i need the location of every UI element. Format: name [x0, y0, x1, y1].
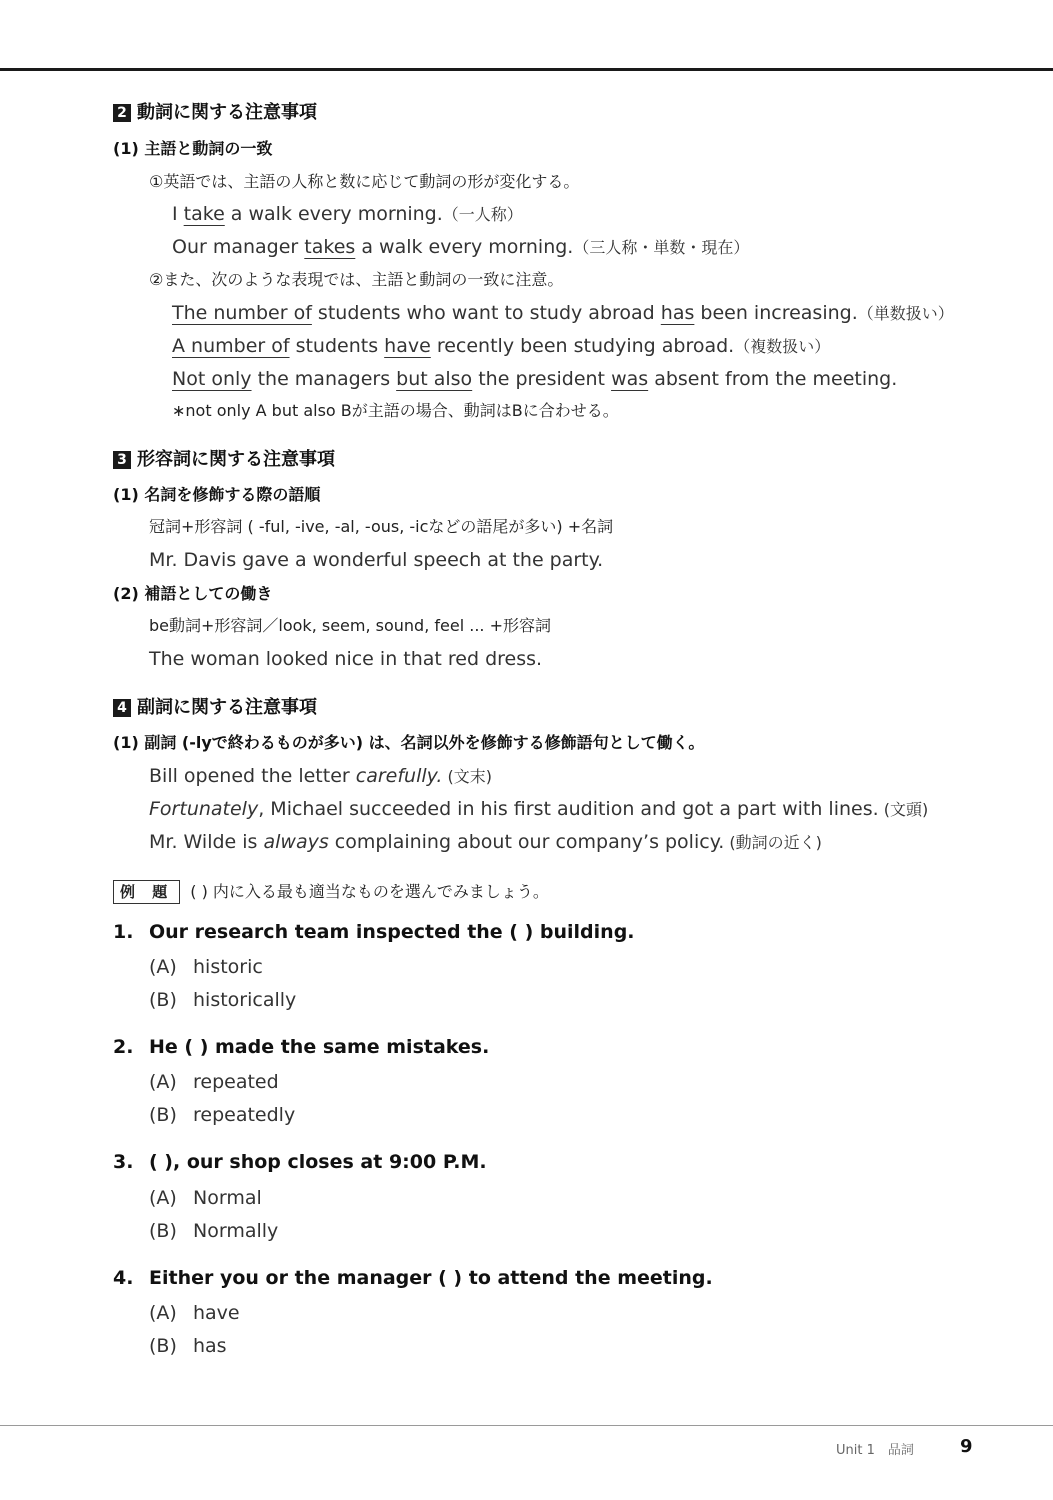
- subheading: (1) 副詞 (-lyで終わるものが多い) は、名詞以外を修飾する修飾語句として働く。: [113, 733, 705, 752]
- question-text: He ( ) made the same mistakes.: [149, 1036, 490, 1058]
- question: [113, 1038, 489, 1057]
- subheading: (1) 名詞を修飾する際の語順: [113, 485, 321, 504]
- answer-option[interactable]: [149, 958, 263, 977]
- question-text: Either you or the manager ( ) to attend the meeting.: [149, 1267, 713, 1289]
- question: [113, 1269, 713, 1288]
- explanation-text: ②また、次のような表現では、主語と動詞の一致に注意。: [149, 270, 564, 289]
- option-text: Normally: [193, 1220, 279, 1242]
- option-text: historic: [193, 956, 263, 978]
- answer-option[interactable]: [149, 1337, 227, 1356]
- section-title: 副詞に関する注意事項: [137, 697, 317, 718]
- question-number: 2.: [113, 1036, 134, 1058]
- example-instruction: ( ) 内に入る最も適当なものを選んでみましょう。: [190, 882, 549, 901]
- example-sentence: Our manager takes a walk every morning.（三人称・単数・現在）: [172, 236, 750, 258]
- option-label: (A): [149, 1302, 177, 1324]
- example-sentence: Mr. Wilde is always complaining about our company’s policy. (動詞の近く): [149, 831, 822, 853]
- section-2-heading: [113, 104, 317, 122]
- question-number: 4.: [113, 1267, 134, 1289]
- example-sentence: The woman looked nice in that red dress.: [149, 648, 543, 670]
- answer-option[interactable]: [149, 991, 296, 1010]
- option-label: (A): [149, 1071, 177, 1093]
- option-text: repeated: [193, 1071, 279, 1093]
- explanation-text: be動詞+形容詞／look, seem, sound, feel ... +形容詞: [149, 616, 551, 635]
- answer-option[interactable]: [149, 1304, 240, 1323]
- explanation-text: ①英語では、主語の人称と数に応じて動詞の形が変化する。: [149, 172, 580, 191]
- option-text: has: [193, 1335, 227, 1357]
- question-text: Our research team inspected the ( ) building.: [149, 921, 635, 943]
- example-sentence: The number of students who want to study abroad has been increasing.（単数扱い）: [172, 302, 954, 324]
- example-sentence: Mr. Davis gave a wonderful speech at the party.: [149, 549, 604, 571]
- option-label: (B): [149, 1335, 177, 1357]
- answer-option[interactable]: [149, 1073, 279, 1092]
- example-sentence: Bill opened the letter carefully. (文末): [149, 765, 493, 787]
- option-label: (A): [149, 1187, 177, 1209]
- option-text: historically: [193, 989, 297, 1011]
- subheading: (2) 補語としての働き: [113, 584, 273, 603]
- example-header: [113, 880, 549, 904]
- note-text: ∗not only A but also Bが主語の場合、動詞はBに合わせる。: [172, 401, 619, 420]
- option-text: have: [193, 1302, 240, 1324]
- section-number-badge: 2: [113, 104, 131, 122]
- question-text: ( ), our shop closes at 9:00 P.M.: [149, 1151, 487, 1173]
- example-sentence: A number of students have recently been studying abroad.（複数扱い）: [172, 335, 831, 357]
- answer-option[interactable]: [149, 1222, 278, 1241]
- question-number: 3.: [113, 1151, 134, 1173]
- explanation-text: 冠詞+形容詞 ( -ful, -ive, -al, -ous, -icなどの語尾が多い) +名詞: [149, 517, 614, 536]
- example-sentence: I take a walk every morning.（一人称）: [172, 203, 523, 225]
- question: [113, 1153, 487, 1172]
- example-sentence: Not only the managers but also the president was absent from the meeting.: [172, 368, 898, 390]
- subheading: (1) 主語と動詞の一致: [113, 139, 273, 158]
- section-title: 形容詞に関する注意事項: [137, 449, 335, 470]
- option-label: (B): [149, 1220, 177, 1242]
- section-number-badge: 3: [113, 451, 131, 469]
- option-label: (B): [149, 989, 177, 1011]
- option-text: repeatedly: [193, 1104, 296, 1126]
- footer-unit-label: Unit 1 品詞: [836, 1443, 914, 1458]
- answer-option[interactable]: [149, 1106, 295, 1125]
- top-rule: [0, 68, 1053, 71]
- option-label: (A): [149, 956, 177, 978]
- question-number: 1.: [113, 921, 134, 943]
- section-4-heading: [113, 699, 317, 717]
- section-title: 動詞に関する注意事項: [137, 102, 317, 123]
- page-number: 9: [960, 1436, 973, 1457]
- option-text: Normal: [193, 1187, 262, 1209]
- section-3-heading: [113, 451, 335, 469]
- bottom-rule: [0, 1425, 1053, 1426]
- example-label-box: 例 題: [113, 880, 180, 904]
- answer-option[interactable]: [149, 1189, 262, 1208]
- example-sentence: Fortunately, Michael succeeded in his first audition and got a part with lines. (文頭): [149, 798, 929, 820]
- section-number-badge: 4: [113, 699, 131, 717]
- question: [113, 923, 635, 942]
- option-label: (B): [149, 1104, 177, 1126]
